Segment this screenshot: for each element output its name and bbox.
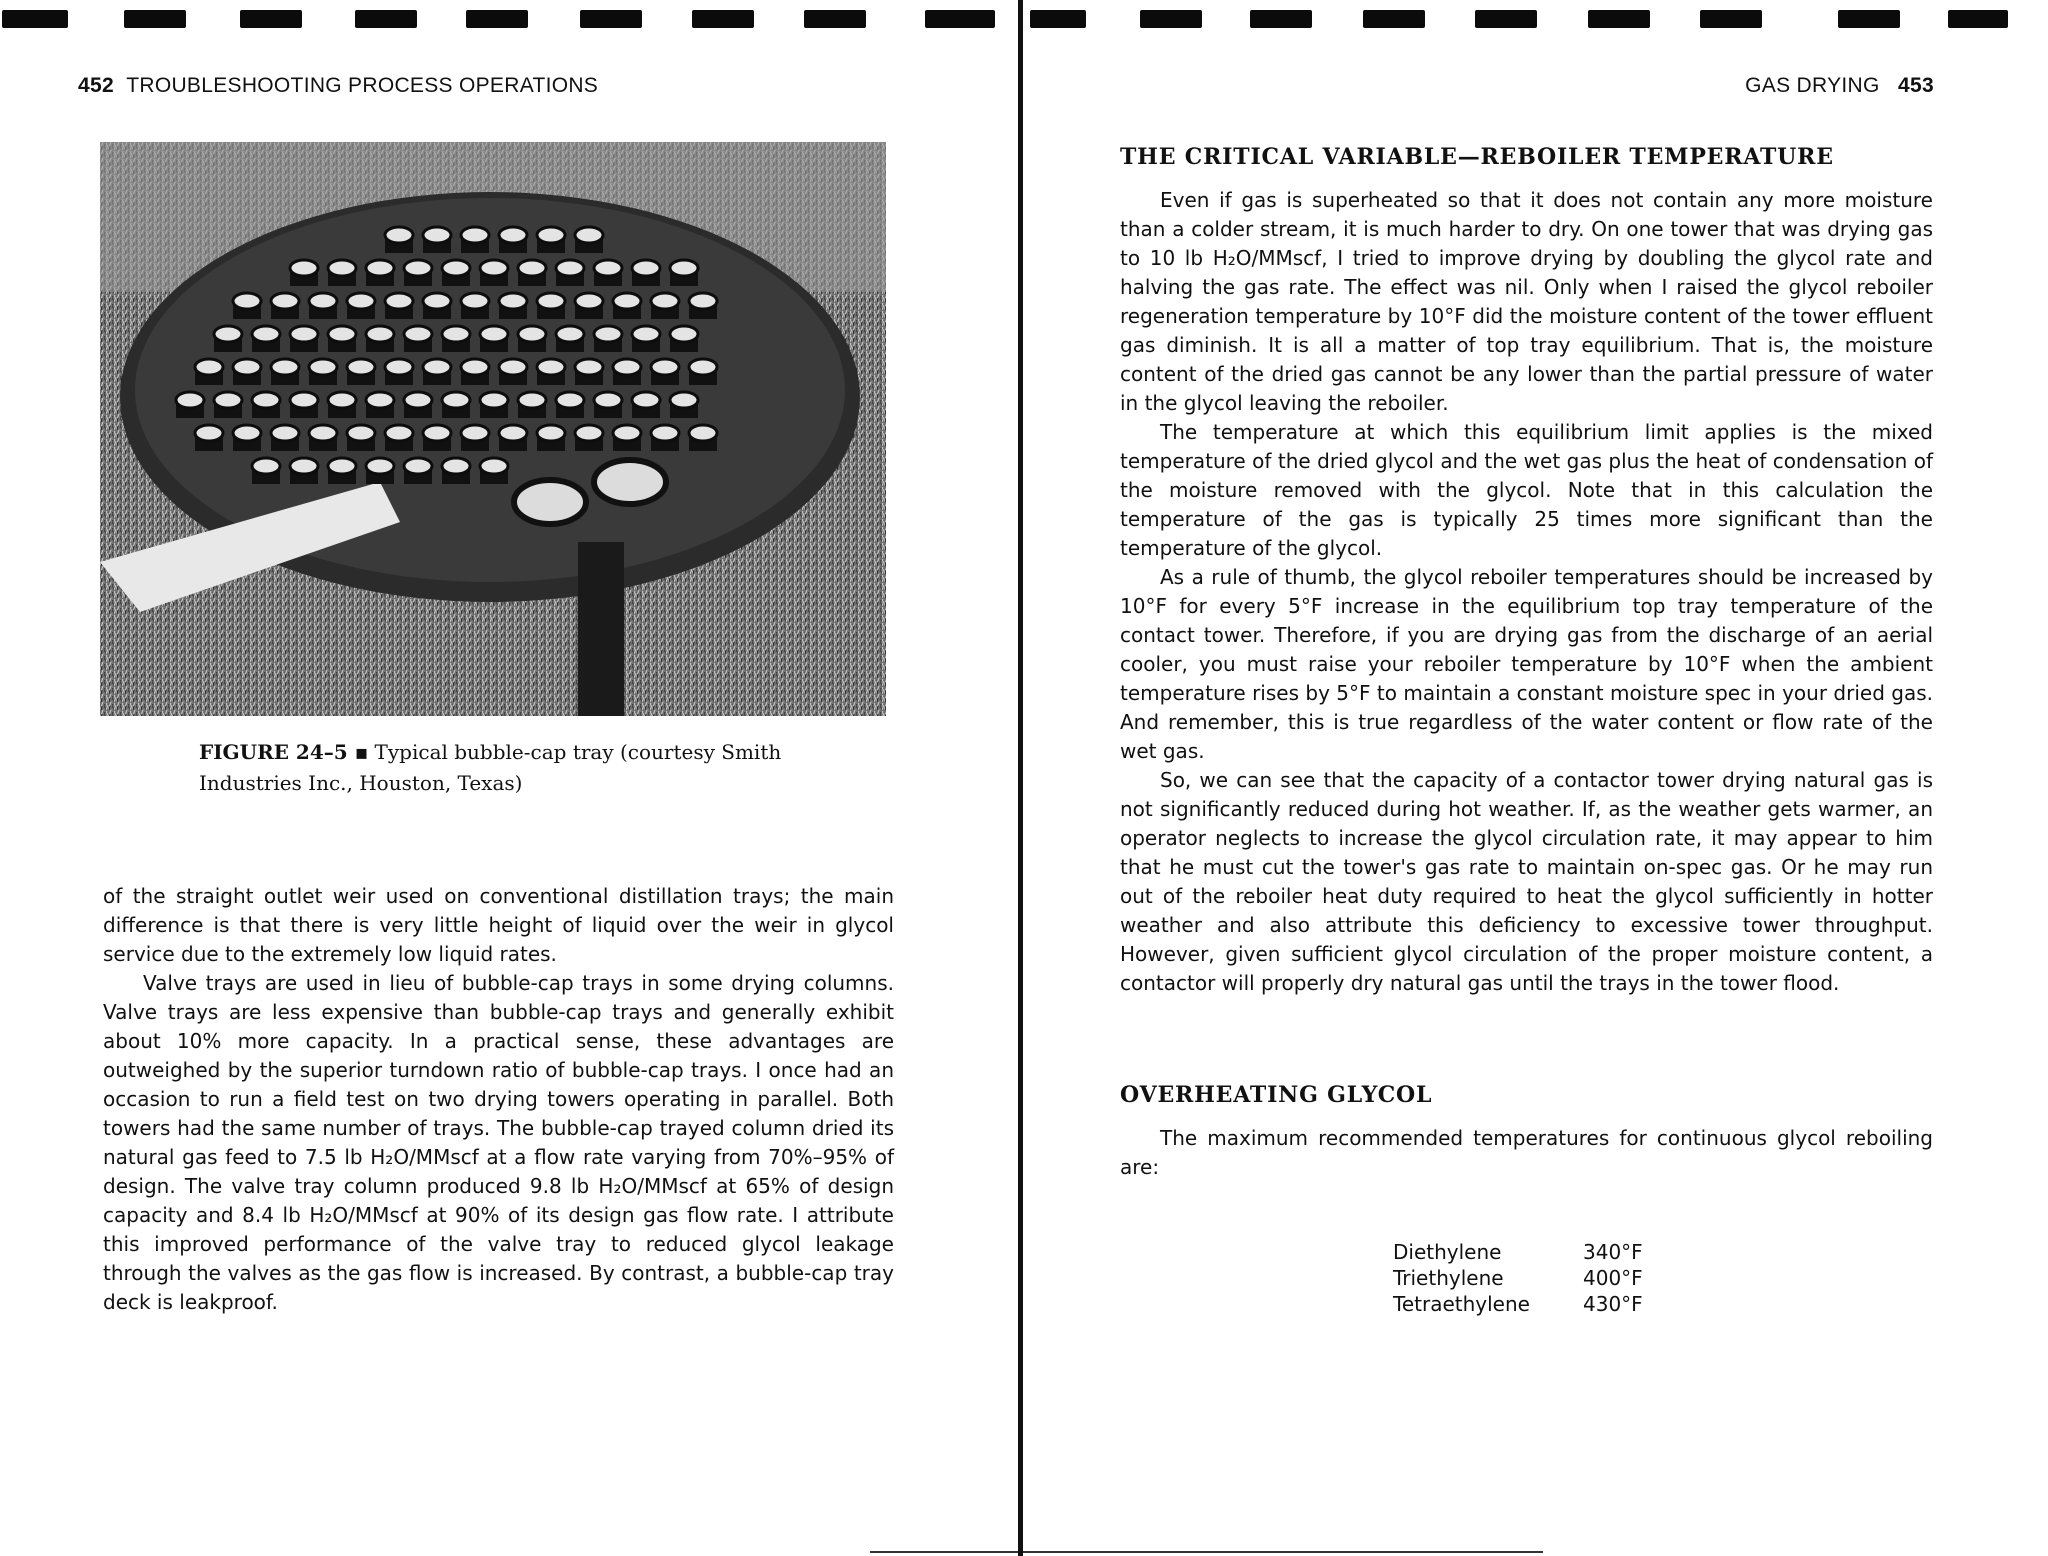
paragraph: The temperature at which this equilibrium limit applies is the mixed temperature of the dried glycol and the wet gas plus the heat of condensation of the moisture removed with the glycol. Note that in this calculation the temperature of the gas is typically 25 times more significant than the temperature of the glycol. [1120,420,1933,560]
bubble-cap-top [556,260,584,276]
paragraph: of the straight outlet weir used on conventional distillation trays; the main difference is that there is very little height of liquid over the weir in glycol service due to the extremely low liquid rates. [103,884,894,966]
table-row [1393,1291,1643,1317]
bubble-cap-top [366,458,394,474]
paragraph: As a rule of thumb, the glycol reboiler temperatures should be increased by 10°F for every 5°F increase in the equilibrium top tray temperature of the contact tower. Therefore, if you are drying gas from the discharge of an aerial cooler, you must raise your reboiler temperature by 10°F when the ambient temperature rises by 5°F to maintain a constant moisture spec in your dried gas. And remember, this is true regardless of the water content or flow rate of the wet gas. [1120,565,1933,763]
bubble-cap-top [347,293,375,309]
bubble-cap-top [385,293,413,309]
bubble-cap-top [651,359,679,375]
bubble-cap-top [347,359,375,375]
bubble-cap-top [214,326,242,342]
bubble-cap-top [233,425,261,441]
glycol-name: Triethylene [1393,1266,1504,1290]
bubble-cap-top [271,359,299,375]
bubble-cap-top [670,326,698,342]
bubble-cap-top [461,227,489,243]
bubble-cap-top [252,326,280,342]
bottom-rule [1023,1551,1543,1553]
bubble-cap-top [423,425,451,441]
figure-caption [199,737,839,799]
bubble-cap-top [214,392,242,408]
bubble-cap-top [613,293,641,309]
bubble-cap-top [537,227,565,243]
bubble-cap-top [537,359,565,375]
bubble-cap-top [423,359,451,375]
bubble-cap-top [404,326,432,342]
bubble-cap-top [328,326,356,342]
bubble-cap-top [499,227,527,243]
bubble-cap-top [651,293,679,309]
bubble-cap-top [328,392,356,408]
bubble-cap-top [632,260,660,276]
bubble-cap-top [499,293,527,309]
bubble-cap-top [461,293,489,309]
bubble-cap-top [366,392,394,408]
bubble-cap-top [537,293,565,309]
bubble-cap-top [575,425,603,441]
bubble-cap-top [689,425,717,441]
table-row [1393,1265,1643,1291]
bubble-cap-top [613,359,641,375]
bubble-cap-top [290,326,318,342]
bottom-rule [870,1551,1018,1553]
bubble-cap-top [442,260,470,276]
bubble-cap-tray-photo [100,142,886,716]
bubble-cap-top [651,425,679,441]
bubble-cap-top [423,293,451,309]
glycol-name: Diethylene [1393,1240,1502,1264]
bubble-cap-top [252,458,280,474]
max-temperature: 400°F [1583,1266,1643,1290]
bubble-cap-top [632,392,660,408]
glycol-name: Tetraethylene [1393,1292,1530,1316]
running-head-title: TROUBLESHOOTING PROCESS OPERATIONS [126,74,599,97]
table-row [1393,1239,1643,1265]
bubble-cap-top [404,392,432,408]
section1-body-text [1120,186,1933,998]
page-number: 452 [78,74,114,97]
bubble-cap-top [575,359,603,375]
paragraph: Valve trays are used in lieu of bubble-cap trays in some drying columns. Valve trays are less expensive than bubble-cap trays and generally exhibit about 10% more capacity. In a practical sense, these advantages are outweighed by the superior turndown ratio of bubble-cap trays. I once had an occasion to run a field test on two drying towers operating in parallel. Both towers had the same number of trays. The bubble-cap trayed column dried its natural gas feed to 7.5 lb H₂O/MMscf at a flow rate varying from 70%–95% of design. The valve tray column produced 9.8 lb H₂O/MMscf at 65% of design capacity and 8.4 lb H₂O/MMscf at 90% of its design gas flow rate. I attribute this improved performance of the valve tray to reduced glycol leakage through the valves as the gas flow is increased. By contrast, a bubble-cap tray deck is leakproof. [103,971,894,1314]
paragraph: So, we can see that the capacity of a contactor tower drying natural gas is not significantly reduced during hot weather. If, as the weather gets warmer, an operator neglects to increase the glycol circulation rate, it may appear to him that he must cut the tower's gas rate to maintain on-spec gas. Or he may run out of the reboiler heat duty required to heat the glycol sufficiently in hotter weather and also attribute this deficiency to excessive tower throughput. However, given sufficient glycol circulation of the proper moisture content, a contactor will properly dry natural gas until the trays in the tower flood. [1120,768,1933,995]
page-number: 453 [1898,74,1934,97]
bubble-cap-top [176,392,204,408]
max-temperature: 430°F [1583,1292,1643,1316]
bubble-cap-top [670,260,698,276]
bubble-cap-top [195,359,223,375]
bubble-cap-top [290,260,318,276]
bubble-cap-top [195,425,223,441]
caption-line-1: Typical bubble-cap tray (courtesy Smith [374,740,782,764]
bubble-cap-top [575,293,603,309]
bubble-cap-top [309,359,337,375]
bubble-cap-top [689,359,717,375]
bubble-cap-top [594,260,622,276]
bubble-cap-top [594,326,622,342]
bubble-cap-top [442,392,470,408]
bubble-cap-top [404,458,432,474]
paragraph: Even if gas is superheated so that it does not contain any more moisture than a colder stream, it is much harder to dry. On one tower that was drying gas to 10 lb H₂O/MMscf, I tried to improve drying by doubling the glycol rate and halving the gas rate. The effect was nil. Only when I raised the glycol reboiler regeneration temperature by 10°F did the moisture content of the tower effluent gas diminish. It is all a matter of top tray equilibrium. That is, the moisture content of the dried gas cannot be any lower than the partial pressure of water in the glycol leaving the reboiler. [1120,188,1933,415]
bubble-cap-top [556,326,584,342]
bubble-cap-top [252,392,280,408]
running-head-title: GAS DRYING [1745,74,1880,97]
bubble-cap-top [442,326,470,342]
bubble-cap-top [385,359,413,375]
bubble-cap-top [670,392,698,408]
bubble-cap-top [233,293,261,309]
bubble-cap-top [366,326,394,342]
bubble-cap-top [556,392,584,408]
running-head [1745,74,1934,98]
bubble-cap-top [480,458,508,474]
bubble-cap-top [385,227,413,243]
bubble-cap-top [632,326,660,342]
bubble-cap-top [518,260,546,276]
bubble-cap-top [480,392,508,408]
bubble-cap-top [271,293,299,309]
bubble-cap-top [594,392,622,408]
paragraph: The maximum recommended temperatures for continuous glycol reboiling are: [1120,1126,1933,1179]
bubble-cap-top [328,458,356,474]
bubble-cap-top [385,425,413,441]
bubble-cap-top [689,293,717,309]
bubble-cap-top [404,260,432,276]
bubble-cap-top [461,425,489,441]
bubble-cap-top [290,392,318,408]
bubble-cap-top [518,392,546,408]
bubble-cap-top [271,425,299,441]
bubble-cap-top [309,293,337,309]
bubble-cap-top [575,227,603,243]
max-temperature: 340°F [1583,1240,1643,1264]
bubble-cap-top [537,425,565,441]
bubble-cap-top [233,359,261,375]
bubble-cap-top [499,359,527,375]
figure-label: FIGURE 24–5 ▪ [199,740,369,764]
bubble-cap-top [480,326,508,342]
left-body-text [103,882,894,1317]
left-page [0,0,1018,1556]
glycol-temperature-table [1393,1239,1643,1317]
section-heading: THE CRITICAL VARIABLE—REBOILER TEMPERATURE [1120,144,1834,170]
bubble-cap-top [461,359,489,375]
bubble-cap-top [347,425,375,441]
bubble-cap-top [518,326,546,342]
bubble-cap-top [423,227,451,243]
caption-line-2: Industries Inc., Houston, Texas) [199,771,523,795]
section2-body-text [1120,1124,1933,1182]
right-page [1023,0,2048,1556]
bubble-cap-top [442,458,470,474]
bubble-cap-top [499,425,527,441]
bubble-cap-top [480,260,508,276]
bubble-cap-top [366,260,394,276]
bubble-cap-top [328,260,356,276]
bubble-cap-top [309,425,337,441]
section-heading: OVERHEATING GLYCOL [1120,1082,1433,1108]
running-head [78,74,598,98]
bubble-cap-top [613,425,641,441]
bubble-cap-top [290,458,318,474]
